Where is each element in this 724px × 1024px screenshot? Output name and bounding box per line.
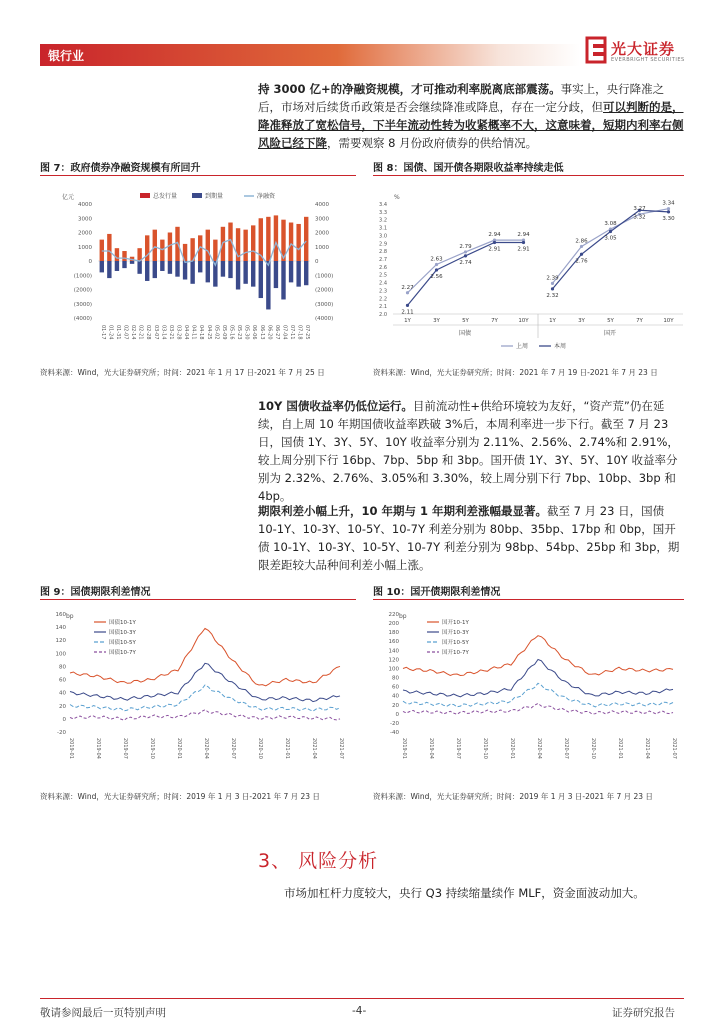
fig8-data-label: 2.76 (575, 258, 588, 265)
fig7-bar-issuance (160, 240, 164, 261)
fig7-bar-maturity (153, 261, 157, 278)
fig10-unit: bp (399, 613, 407, 620)
fig7-legend (140, 192, 276, 200)
spread-legend-label: 国债10-1Y (109, 620, 136, 626)
fig7-xaxis (100, 325, 310, 340)
fig7-ytick-left: (1000) (73, 273, 92, 280)
para2-text: 目前流动性+供给环境较为友好，“资产荒”仍在延续，自上周 10 年期国债收益率跌破 3%后，本周利率进一步下行。截至 7 月 23 日，国债 1Y、3Y、5Y、10Y 收益率分别为 2.11%、2.56%、2.74%和 2.91%，较上周分别下行 16bp、7bp、5bp 和 3bp。国开债 1Y、3Y、5Y、10Y 收益率分别为 2.32%、2.76%、3.05%和 3.30%，较上周分别下行 7bp、10bp、3bp 和 4bp。 (258, 399, 679, 503)
fig8-source: 资料来源：Wind，光大证券研究所；时间：2021 年 7 月 19 日-2021 年 7 月 23 日 (373, 368, 658, 377)
fig8-xtick: 7Y (491, 318, 498, 324)
fig7-unit: 亿元 (62, 194, 75, 201)
fig9-caption: 图 9：国债期限利差情况 (40, 587, 151, 598)
para1-text2: ，需要观察 8 月份政府债券的供给情况。 (327, 136, 538, 150)
spread-ytick: 200 (388, 621, 399, 628)
fig8-point (551, 282, 554, 285)
spread-ytick: -20 (57, 730, 66, 736)
fig8-xtick: 5Y (607, 318, 614, 324)
spread-xtick: 2020-07 (563, 738, 569, 759)
fig8-data-label: 2.91 (517, 246, 530, 253)
fig7-source: 资料来源：Wind，光大证券研究所；时间：2021 年 1 月 17 日-2021 年 7 月 25 日 (40, 368, 325, 377)
fig8-xaxis (404, 318, 674, 324)
fig8-group-2: 国开 (603, 330, 617, 337)
spread-ytick: 0 (395, 711, 399, 718)
fig8-unit: % (394, 194, 400, 201)
fig8-point (580, 245, 583, 248)
fig7-bar-maturity (100, 261, 104, 272)
fig9-yaxis (56, 612, 67, 736)
fig7-bar-maturity (281, 261, 285, 299)
fig7-xtick: 02-21 (137, 325, 144, 340)
fig7-caption: 图 7：政府债券净融资规模有所回升 (40, 163, 201, 174)
logo-subtext: EVERBRIGHT SECURITIES (611, 57, 685, 63)
spread-line-4 (70, 710, 340, 721)
fig8-data-label: 3.27 (633, 206, 646, 213)
fig7-ytick-left: (4000) (73, 316, 92, 322)
spread-ytick: 0 (62, 716, 66, 723)
fig7-ytick-left: (3000) (73, 301, 92, 308)
footer-divider (40, 998, 684, 999)
fig8-point (464, 254, 467, 257)
fig7-bar-maturity (168, 261, 172, 274)
fig9-xaxis (68, 738, 344, 759)
spread-ytick: 120 (55, 638, 66, 645)
fig8-data-label: 2.79 (459, 243, 472, 250)
paragraph-10y-yield (258, 397, 684, 505)
fig7-xtick: 04-04 (183, 325, 190, 340)
fig7-xtick: 03-07 (152, 325, 159, 340)
fig7-ytick-right: (2000) (315, 287, 334, 294)
fig7-bar-issuance (296, 224, 300, 261)
fig8-data-label: 2.74 (459, 259, 472, 266)
fig10-lines (403, 636, 673, 715)
logo-mark-icon (585, 36, 607, 64)
fig8-ytick: 2.5 (379, 272, 387, 279)
fig7-xtick: 01-17 (99, 325, 106, 340)
spread-ytick: 100 (55, 651, 66, 658)
fig8-ytick: 2.7 (379, 257, 387, 263)
fig8-ytick: 2.3 (379, 288, 387, 295)
fig8-xtick: 3Y (433, 318, 440, 324)
fig8-divider (373, 175, 684, 176)
page-header (0, 0, 724, 72)
fig7-bar-maturity (251, 261, 255, 287)
footer-page-number: -4- (352, 1005, 367, 1017)
spread-ytick: 40 (392, 693, 399, 700)
fig8-data-label: 2.94 (517, 232, 530, 239)
fig7-xtick: 07-18 (296, 325, 303, 340)
fig7-ytick-left: 3000 (78, 216, 92, 223)
spread-legend-label: 国开10-7Y (442, 650, 469, 656)
fig7-ytick-right: 2000 (315, 230, 329, 237)
fig7-xtick: 02-14 (130, 325, 137, 340)
fig10-source: 资料来源：Wind，光大证券研究所；时间：2019 年 1 月 3 日-2021 年 7 月 23 日 (373, 792, 653, 801)
fig8-ytick: 3.0 (379, 233, 387, 240)
fig9-chart (40, 604, 356, 784)
fig8-point (667, 207, 670, 210)
paragraph-term-spread (258, 502, 684, 574)
fig7-ytick-left: 1000 (78, 244, 92, 251)
fig8-point (406, 304, 409, 307)
fig8-ytick: 2.6 (379, 264, 387, 271)
fig8-xtick: 5Y (462, 318, 469, 324)
fig10-chart (373, 604, 684, 784)
spread-ytick: 220 (388, 612, 399, 618)
para3-text: 截至 7 月 23 日，国债 10-1Y、10-3Y、10-5Y、10-7Y 利差分别为 80bp、35bp、17bp 和 0bp，国开债 10-1Y、10-3Y、10-5Y、10-7Y 利差分别为 98bp、54bp、25bp 和 3bp，期限差距较大品种间利差小幅上涨。 (258, 504, 680, 572)
fig8-point (580, 253, 583, 256)
spread-ytick: 140 (55, 625, 66, 632)
para3-bold: 期限利差小幅上升，10 年期与 1 年期利差涨幅最显著。 (258, 504, 548, 518)
fig7-xtick: 02-28 (145, 325, 152, 340)
fig7-ytick-right: (3000) (315, 301, 334, 308)
para2-bold: 10Y 国债收益率仍低位运行。 (258, 399, 413, 413)
fig8-chart (373, 180, 684, 362)
fig7-bar-maturity (243, 261, 247, 284)
fig7-bar-issuance (304, 217, 308, 261)
header-section-label: 银行业 (48, 49, 85, 63)
logo (585, 36, 705, 70)
spread-xtick: 2019-01 (401, 738, 407, 759)
spread-xtick: 2020-04 (536, 738, 542, 759)
spread-line-2 (70, 663, 340, 701)
fig7-ytick-left: 2000 (78, 230, 92, 237)
fig10-legend (427, 618, 469, 656)
fig8-xtick: 10Y (518, 318, 529, 324)
spread-xtick: 2020-01 (509, 738, 515, 759)
fig7-xtick: 04-11 (190, 325, 197, 340)
fig7-ytick-right: 0 (315, 259, 319, 265)
fig7-xtick: 01-31 (114, 325, 121, 340)
spread-xtick: 2020-04 (203, 738, 209, 759)
fig8-data-label: 2.11 (401, 309, 414, 316)
spread-ytick: 160 (55, 612, 66, 618)
fig7-bar-maturity (274, 261, 278, 288)
spread-xtick: 2020-10 (590, 738, 596, 759)
fig10-yaxis (389, 612, 400, 736)
fig8-caption: 图 8：国债、国开债各期限收益率持续走低 (373, 163, 564, 174)
spread-xtick: 2021-01 (617, 738, 623, 759)
fig8-data-label: 2.56 (430, 274, 443, 280)
fig8-data-label: 3.30 (662, 215, 675, 222)
fig7-bar-issuance (243, 230, 247, 261)
fig8-ytick: 2.4 (379, 280, 387, 287)
fig7-bar-issuance (266, 217, 270, 261)
spread-xtick: 2021-04 (311, 738, 317, 759)
spread-legend-label: 国开10-3Y (442, 630, 469, 636)
spread-legend-label: 国债10-5Y (109, 640, 136, 646)
fig7-bar-maturity (130, 261, 134, 264)
fig7-xtick: 06-27 (273, 325, 280, 340)
spread-ytick: 140 (388, 648, 399, 655)
fig7-xtick: 06-20 (266, 325, 273, 340)
fig8-ytick: 3.3 (379, 209, 387, 216)
fig8-legend-2: 本周 (554, 343, 567, 350)
paragraph-intro (258, 80, 684, 152)
spread-xtick: 2021-07 (338, 738, 344, 759)
fig7-bar-issuance (107, 234, 111, 261)
spread-ytick: 20 (59, 703, 66, 710)
fig7-xtick: 03-28 (175, 325, 182, 340)
spread-xtick: 2019-07 (122, 738, 128, 759)
fig8-xtick: 3Y (578, 318, 585, 324)
fig7-bar-maturity (198, 261, 202, 272)
fig7-legend-2: 到期量 (205, 193, 224, 200)
fig9-source: 资料来源：Wind，光大证券研究所；时间：2019 年 1 月 3 日-2021 年 7 月 23 日 (40, 792, 320, 801)
fig7-xtick: 05-30 (243, 325, 250, 340)
fig7-bar-issuance (115, 248, 119, 261)
fig7-xtick: 07-04 (281, 325, 288, 340)
fig7-bar-maturity (304, 261, 308, 285)
fig8-xtick: 7Y (636, 318, 643, 324)
fig7-bar-maturity (137, 261, 141, 274)
fig8-point (609, 230, 612, 233)
fig7-bar-maturity (175, 261, 179, 277)
fig10-xaxis (401, 738, 677, 759)
fig8-point (551, 287, 554, 290)
fig8-data-label: 2.94 (488, 232, 501, 239)
header-band (40, 44, 580, 66)
spread-ytick: 180 (388, 630, 399, 637)
fig7-bar-maturity (266, 261, 270, 309)
fig7-xtick: 05-23 (236, 325, 243, 340)
para1-text1: 事实上，央行降准之后，市场对后续货币政策是否会继续降准或降息，存在一定分歧，但 (258, 82, 665, 114)
footer-disclaimer: 敬请参阅最后一页特别声明 (40, 1007, 166, 1019)
spread-xtick: 2019-04 (428, 738, 434, 759)
fig7-xtick: 06-13 (258, 325, 265, 340)
spread-ytick: 60 (392, 684, 399, 691)
spread-xtick: 2019-10 (482, 738, 488, 759)
fig7-bar-maturity (145, 261, 149, 281)
fig8-data-label: 3.05 (604, 235, 617, 242)
fig7-bar-issuance (251, 225, 255, 261)
fig7-bar-maturity (190, 261, 194, 284)
fig8-yaxis (379, 202, 387, 318)
fig8-point (406, 291, 409, 294)
spread-line-3 (403, 683, 673, 707)
spread-legend-label: 国开10-1Y (442, 620, 469, 626)
spread-ytick: 120 (388, 657, 399, 664)
fig7-xtick: 07-25 (304, 325, 311, 340)
spread-xtick: 2021-04 (644, 738, 650, 759)
fig8-group-1: 国债 (458, 330, 472, 337)
fig7-bar-issuance (206, 230, 210, 261)
fig7-legend-3: 净融资 (257, 193, 276, 200)
fig7-ytick-right: 4000 (315, 202, 329, 208)
fig7-xtick: 07-11 (289, 325, 296, 340)
fig7-bar-issuance (122, 251, 126, 261)
spread-ytick: 40 (59, 690, 66, 697)
fig7-bar-maturity (183, 261, 187, 280)
spread-ytick: 160 (388, 639, 399, 646)
fig7-bar-maturity (206, 261, 210, 282)
fig7-bar-maturity (228, 261, 232, 278)
fig7-legend-1: 总发行量 (153, 193, 178, 200)
fig7-ytick-right: (1000) (315, 273, 334, 280)
fig7-bar-maturity (107, 261, 111, 278)
spread-ytick: 80 (59, 664, 66, 671)
logo-text: 光大证券 (611, 40, 676, 58)
fig7-ytick-right: 3000 (315, 216, 329, 223)
fig8-ytick: 3.1 (379, 225, 387, 232)
fig7-bars (100, 215, 309, 309)
fig8-data-label: 2.39 (546, 275, 559, 282)
fig8-legend-1: 上周 (516, 343, 529, 350)
spread-xtick: 2019-07 (455, 738, 461, 759)
fig7-ytick-left: 0 (88, 259, 92, 265)
fig7-bar-maturity (221, 261, 225, 277)
spread-ytick: -20 (390, 720, 399, 727)
fig7-bar-issuance (100, 240, 104, 261)
fig7-bar-maturity (122, 261, 126, 268)
spread-ytick: 80 (392, 675, 399, 682)
fig9-divider (40, 599, 356, 600)
spread-xtick: 2019-04 (95, 738, 101, 759)
spread-legend-label: 国债10-7Y (109, 650, 136, 656)
fig7-bar-maturity (296, 261, 300, 287)
fig8-line-last-week (553, 209, 669, 284)
fig7-yaxis-left (74, 202, 93, 322)
spread-ytick: 20 (392, 702, 399, 709)
fig7-bar-issuance (274, 215, 278, 261)
fig7-legend-swatch-2 (192, 193, 202, 198)
fig8-data-label: 3.34 (662, 200, 675, 207)
fig8-ytick: 2.1 (379, 304, 387, 311)
spread-xtick: 2019-01 (68, 738, 74, 759)
spread-ytick: -40 (390, 730, 399, 736)
fig8-xtick: 10Y (663, 318, 674, 324)
fig8-ytick: 2.2 (379, 296, 387, 303)
fig7-yaxis-right (315, 202, 333, 322)
fig8-point (435, 263, 438, 266)
fig8-ytick: 2.9 (379, 241, 387, 248)
fig8-ytick: 3.2 (379, 217, 387, 224)
spread-xtick: 2020-01 (176, 738, 182, 759)
fig7-xtick: 05-16 (228, 325, 235, 340)
spread-line-3 (70, 685, 340, 711)
fig8-data-label: 2.63 (430, 256, 443, 263)
fig7-bar-maturity (160, 261, 164, 271)
fig7-ytick-left: (2000) (73, 287, 92, 294)
fig8-data-label: 2.86 (575, 238, 588, 245)
fig7-xtick: 04-25 (205, 325, 212, 340)
fig7-ytick-right: (4000) (315, 316, 334, 322)
fig8-point (522, 241, 525, 244)
fig7-divider (40, 175, 356, 176)
fig10-caption: 图 10：国开债期限利差情况 (373, 587, 501, 598)
section-title: 3、 风险分析 (258, 850, 379, 872)
fig8-point (435, 268, 438, 271)
fig7-ytick-right: 1000 (315, 244, 329, 251)
fig7-bar-maturity (259, 261, 263, 298)
footer-report-type: 证券研究报告 (612, 1007, 675, 1019)
fig7-xtick: 01-24 (107, 325, 114, 340)
fig9-legend (94, 618, 136, 656)
fig8-ytick: 2.0 (379, 312, 387, 318)
fig8-data-label: 2.27 (401, 284, 414, 291)
paragraph-risk: 市场加杠杆力度较大，央行 Q3 持续缩量续作 MLF，资金面波动加大。 (284, 886, 645, 900)
spread-xtick: 2019-10 (149, 738, 155, 759)
fig7-bar-maturity (289, 261, 293, 282)
spread-ytick: 100 (388, 666, 399, 673)
fig7-xtick: 05-09 (220, 325, 227, 340)
fig7-xtick: 05-02 (213, 325, 220, 340)
spread-line-1 (70, 628, 340, 685)
fig10-divider (373, 599, 684, 600)
fig8-data-label: 2.32 (546, 292, 559, 299)
fig8-data-label: 3.32 (633, 214, 646, 221)
fig7-bar-issuance (213, 240, 217, 261)
fig8-lines (406, 207, 670, 307)
fig7-xtick: 04-18 (198, 325, 205, 340)
fig7-ytick-left: 4000 (78, 202, 92, 208)
spread-line-2 (403, 660, 673, 697)
fig8-xtick: 1Y (549, 318, 556, 324)
fig8-legend (501, 342, 566, 350)
fig8-data-label: 2.91 (488, 246, 501, 253)
fig7-chart (40, 180, 356, 362)
spread-xtick: 2020-07 (230, 738, 236, 759)
fig8-point (667, 210, 670, 213)
para1-bold2: 可以判断的是，降准释放了宽松信号，下半年流动性转为收紧概率不大，这意味着，短期内利率右侧风险已经下降 (258, 100, 684, 150)
spread-xtick: 2021-01 (284, 738, 290, 759)
fig8-point (493, 241, 496, 244)
fig8-xtick: 1Y (404, 318, 411, 324)
fig7-xtick: 03-21 (167, 325, 174, 340)
fig8-data-label: 3.08 (604, 221, 617, 228)
fig7-xtick: 02-07 (122, 325, 129, 340)
para1-bold1: 持 3000 亿+的净融资规模，才可推动利率脱离底部震荡。 (258, 82, 561, 96)
fig7-bar-maturity (115, 261, 119, 271)
fig8-data-labels (401, 201, 675, 316)
fig7-xtick: 03-14 (160, 325, 167, 340)
fig7-bar-issuance (289, 223, 293, 261)
spread-xtick: 2020-10 (257, 738, 263, 759)
spread-ytick: 60 (59, 677, 66, 684)
fig7-legend-swatch-1 (140, 193, 150, 198)
fig7-xtick: 06-06 (251, 325, 258, 340)
fig7-bar-maturity (236, 261, 240, 290)
fig8-point (464, 250, 467, 253)
spread-legend-label: 国债10-3Y (109, 630, 136, 636)
fig8-ytick: 3.4 (379, 202, 387, 208)
fig7-bar-issuance (153, 230, 157, 261)
fig9-unit: bp (66, 613, 74, 620)
fig8-ytick: 2.8 (379, 249, 387, 256)
spread-xtick: 2021-07 (671, 738, 677, 759)
spread-legend-label: 国开10-5Y (442, 640, 469, 646)
